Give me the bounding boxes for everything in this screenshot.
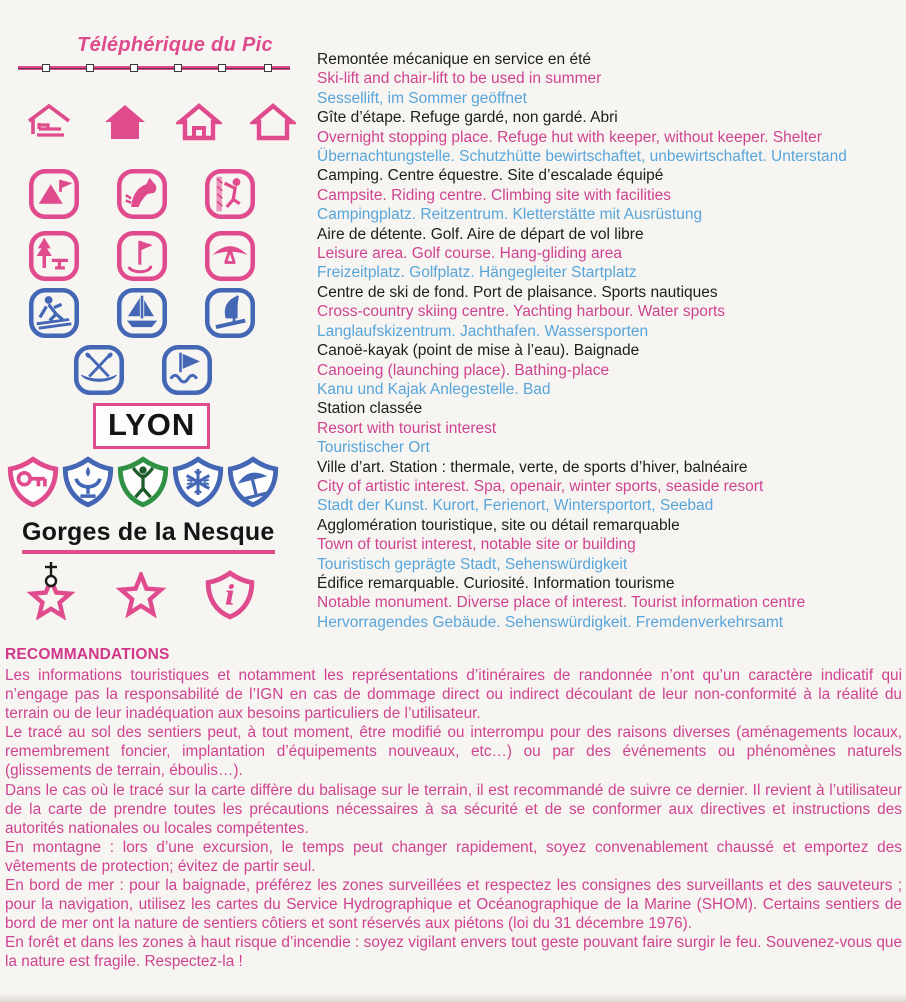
monument-star-icon [24, 560, 78, 620]
lyon-label: LYON [108, 407, 196, 442]
entry-de: Campingplatz. Reitzentrum. Kletterstätte mit Ausrüstung [317, 206, 703, 224]
seaside-badge-icon [227, 456, 279, 508]
classified-resort-sample [93, 403, 210, 449]
accommodation-icons-row [24, 101, 296, 143]
scan-edge-shadow [0, 993, 906, 1002]
entry-en: City of artistic interest. Spa, openair, winter sports, seaside resort [317, 477, 764, 495]
entry-de: Kanu und Kajak Anlegestelle. Bad [317, 380, 551, 398]
recommendations-paragraph: Dans le cas où le tracé sur la carte diffère du balisage sur le terrain, il est recommandé de suivre ce dernier. Il revient à l’utilisateur de la carte de prendre toutes les précautions nécessaires à sa sécurité et de se conformer aux directives et instructions des autorités nationales ou locales compétentes. [5, 781, 902, 837]
tourist-info-badge-icon [204, 570, 256, 620]
watersport-icons-row [28, 287, 256, 339]
entry-de: Langlaufskizentrum. Jachthafen. Wassersporten [317, 322, 649, 340]
entry-de: Übernachtungstelle. Schutzhütte bewirtschaftet, unbewirtschaftet. Unterstand [317, 148, 847, 166]
canoe-icons-row [73, 344, 213, 396]
winter-sports-badge-icon [172, 456, 224, 508]
entry-de: Freizeitplatz. Golfplatz. Hängegleiter Startplatz [317, 264, 637, 282]
recommendations-paragraph: En bord de mer : pour la baignade, préférez les zones surveillées et respectez les consignes des surveillants et des sauveteurs ; pour la navigation, utilisez les cartes du Service Hydrographique et Océanographique de la Marine (SHOM). Certains sentiers de bord de mer ont la nature de sentiers côtiers et sont réservés aux piétons (loi du 31 décembre 1976). [5, 877, 902, 933]
recommendations-paragraph: En forêt et dans les zones à haut risque d’incendie : soyez vigilant envers tout geste pouvant faire surgir le feu. Souvenez-vous que la nature est fragile. Respectez-la ! [5, 934, 902, 971]
golf-icon [116, 230, 168, 282]
recommendations-paragraph: En montagne : lors d’une excursion, le temps peut changer rapidement, soyez convenablement chaussé et emportez des vêtements de protection; évitez de partir seul. [5, 838, 902, 875]
entry-en: Notable monument. Diverse place of interest. Tourist information centre [317, 594, 806, 612]
hang-glider-icon [204, 230, 256, 282]
entry-en: Cross-country skiing centre. Yachting harbour. Water sports [317, 303, 726, 321]
cableway-label: Téléphérique du Pic [77, 34, 273, 56]
legend-entry [317, 50, 903, 108]
entry-en: Ski-lift and chair-lift to be used in summer [317, 70, 602, 88]
leisure-icons-row [28, 230, 256, 282]
entry-en: Leisure area. Golf course. Hang-gliding area [317, 245, 623, 263]
legend-entry [317, 516, 903, 574]
tent-icon [28, 168, 80, 220]
entry-fr: Ville d’art. Station : thermale, verte, de sports d’hiver, balnéaire [317, 458, 748, 476]
entry-fr: Gîte d’étape. Refuge gardé, non gardé. Abri [317, 109, 618, 127]
recommendations-paragraph: Les informations touristiques et notamment les représentations d’itinéraires de randonnée n’ont qu’un caractère indicatif qui n’engage pas la responsabilité de l’IGN en cas de dommage direct ou indirect découlant de leur non-conformité à la réalité du terrain ou de leur inadéquation aux besoins particuliers de l’utilisateur. [5, 667, 902, 723]
info-glyph: i [224, 580, 236, 612]
legend-entry [317, 108, 903, 166]
entry-fr: Camping. Centre équestre. Site d’escalade équipé [317, 167, 664, 185]
cableway-line-icon [18, 64, 290, 73]
leisure-tree-icon [28, 230, 80, 282]
climbing-icon [204, 168, 256, 220]
legend-entry [317, 574, 903, 632]
entry-de: Touristisch geprägte Stadt, Sehenswürdigkeit [317, 555, 628, 573]
entry-fr: Canoë-kayak (point de mise à l’eau). Baignade [317, 342, 640, 360]
canoe-icon [73, 344, 125, 396]
recommendations-paragraph: Le tracé au sol des sentiers peut, à tout moment, être modifié ou interrompu pour des raisons diverses (aménagements locaux, remembrement foncier, implantation d’équipements nouveaux, etc…) ou par des événements ou phénomènes naturels (glissements de terrain, éboulis…). [5, 724, 902, 780]
camping-icons-row [28, 168, 256, 220]
station-badges-row [7, 456, 279, 508]
horse-riding-icon [116, 168, 168, 220]
entry-en: Town of tourist interest, notable site or building [317, 536, 636, 554]
legend-entry [317, 458, 903, 516]
entry-fr: Station classée [317, 400, 423, 418]
recommendations-section [5, 646, 902, 972]
entry-en: Campsite. Riding centre. Climbing site with facilities [317, 186, 672, 204]
green-resort-badge-icon [117, 456, 169, 508]
refuge-guarded-house-icon [102, 101, 148, 143]
recommendations-title: RECOMMANDATIONS [5, 646, 170, 663]
entry-fr: Édifice remarquable. Curiosité. Information tourisme [317, 574, 675, 592]
legend-entry [317, 166, 903, 224]
entry-en: Canoeing (launching place). Bathing-place [317, 361, 610, 379]
legend-entry [317, 283, 903, 341]
entry-de: Touristischer Ort [317, 439, 430, 457]
cross-country-skier-icon [28, 287, 80, 339]
artistic-key-badge-icon [7, 456, 59, 508]
entry-en: Overnight stopping place. Refuge hut with keeper, without keeper. Shelter [317, 128, 822, 146]
legend-entry [317, 399, 903, 457]
entry-fr: Remontée mécanique en service en été [317, 51, 591, 68]
shelter-house-icon [250, 101, 296, 143]
thermal-spa-badge-icon [62, 456, 114, 508]
entry-fr: Agglomération touristique, site ou détail remarquable [317, 516, 680, 534]
entry-de: Sessellift, im Sommer geöffnet [317, 89, 527, 107]
bathing-icon [161, 344, 213, 396]
curiosity-star-icon [116, 572, 166, 620]
windsurfer-icon [204, 287, 256, 339]
entry-fr: Aire de détente. Golf. Aire de départ de vol libre [317, 225, 644, 243]
entry-fr: Centre de ski de fond. Port de plaisance. Sports nautiques [317, 283, 718, 301]
sailboat-icon [116, 287, 168, 339]
legend-entry [317, 341, 903, 399]
refuge-unguarded-house-icon [176, 101, 222, 143]
entry-en: Resort with tourist interest [317, 419, 497, 437]
entry-de: Hervorragendes Gebäude. Sehenswürdigkeit. Fremdenverkehrsamt [317, 613, 784, 631]
notable-site-sample [22, 518, 275, 554]
legend-entry [317, 225, 903, 283]
legend-entries [317, 50, 903, 632]
entry-de: Stadt der Kunst. Kurort, Ferienort, Wintersportort, Seebad [317, 497, 714, 515]
monument-icons-row [24, 560, 274, 620]
gorges-label: Gorges de la Nesque [22, 518, 275, 554]
gite-etape-house-icon [24, 101, 74, 143]
